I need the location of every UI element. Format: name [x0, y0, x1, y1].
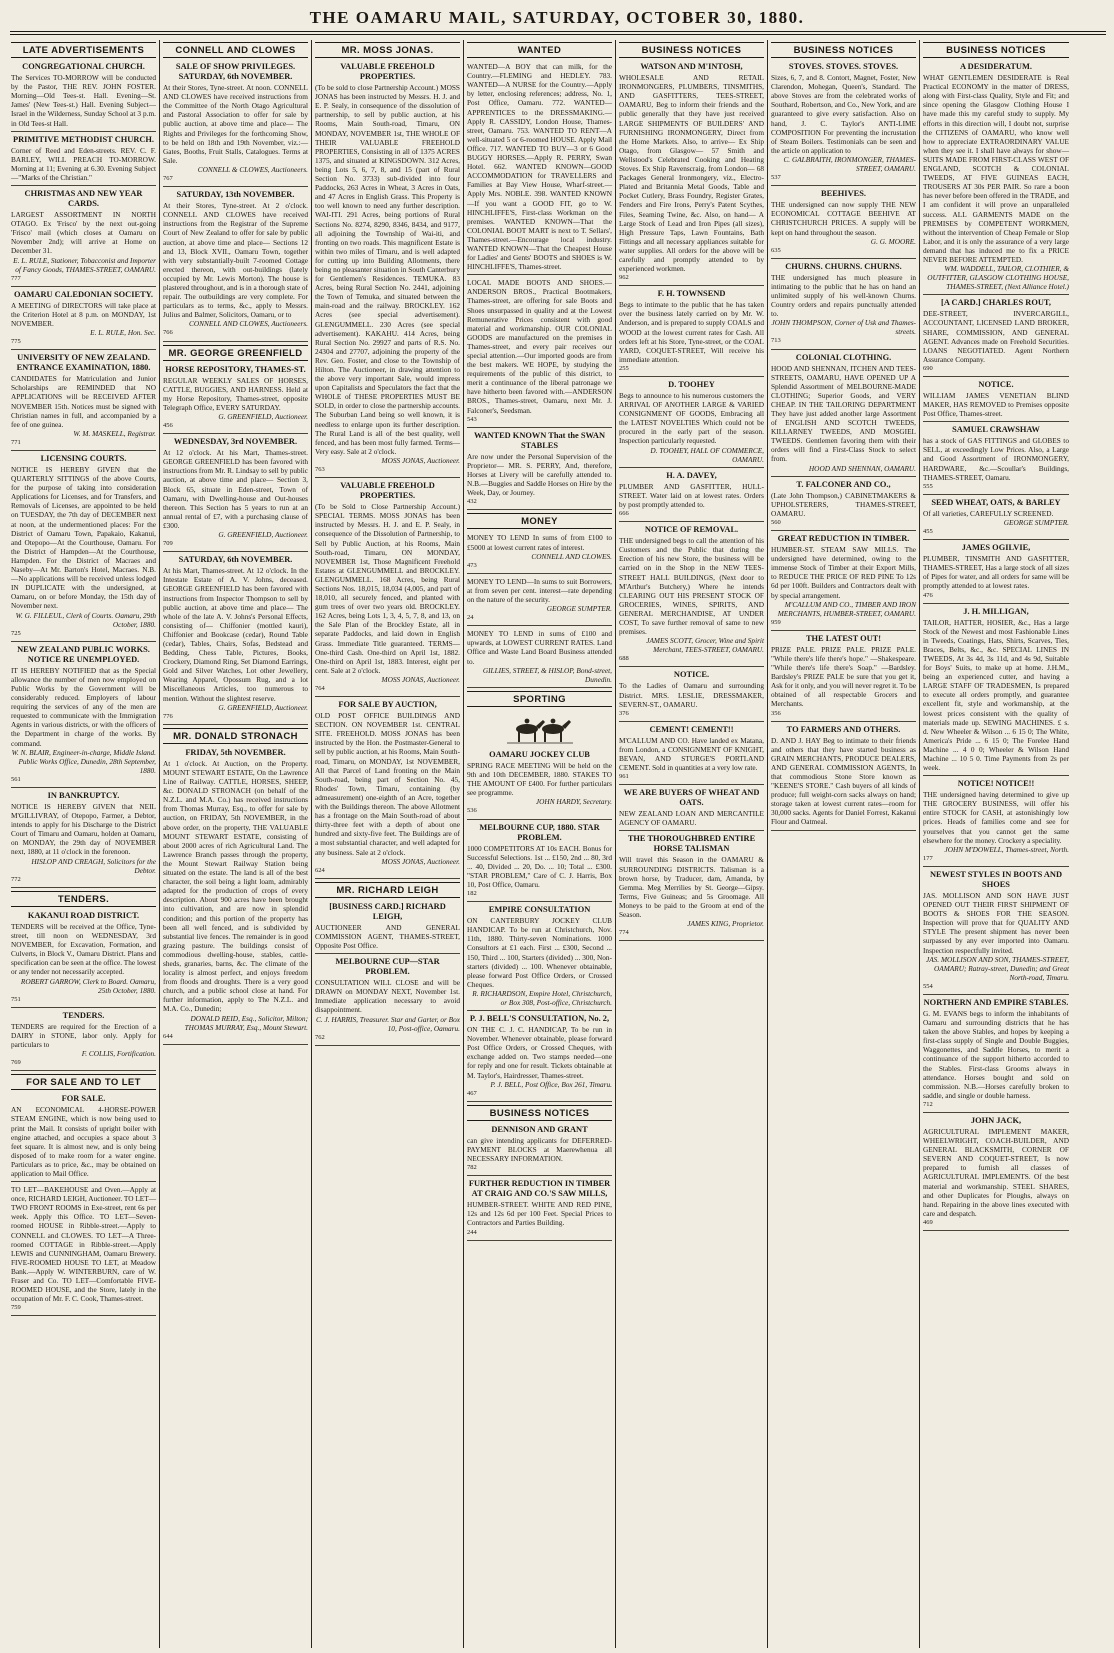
- ad-signature: M'CALLUM AND CO., TIMBER AND IRON MERCHANTS, HUMBER-STREET, OAMARU.: [777, 599, 916, 618]
- ad-title: P. J. BELL'S CONSULTATION, No. 2,: [469, 1014, 610, 1024]
- ad-title: NEW ZEALAND PUBLIC WORKS. NOTICE RE UNEMPLOYED.: [17, 644, 150, 664]
- ad-body: TO LET—BAKEHOUSE and Oven.—Apply at once, RICHARD LEIGH, Auctioneer. TO LET—TWO FRONT ROOMS in Exe-street, rent 6s per week. Apply this Office. TO LET—Seven-roomed HOUSE in Ribble-street.—Apply to CONNELL and CLOWES. TO LET—A Three-roomed COTTAGE in Ribble-street.—Apply LEWIS and CUNNINGHAM, Oamaru Brewery. FIVE-ROOMED HOUSE TO LET, at Meadow Bank.—Apply W. WINTERBURN, care of W. Fraser and Co. TO LET—Comfortable FIVE-ROOMED HOUSE, and the Store, lately in the occupation of Mr. F. C. Cook, Thames-street.: [11, 1185, 156, 1304]
- ad-title: SALE OF SHOW PRIVILEGES. SATURDAY, 6th NOVEMBER.: [175, 62, 296, 82]
- advertisement: [923, 62, 1069, 295]
- advertisement: [619, 834, 764, 941]
- advertisement: [11, 62, 156, 132]
- advertisement: [163, 190, 308, 341]
- ad-body: AN ECONOMICAL 4-HORSE-POWER STEAM ENGINE, which is now being used to print the Mail. It consists of upright boiler with engine attached, and occupies a space about 3 feet square. It is almost new, and is only being disposed of to make room for a water engine. Particulars as to price, &c., may be obtained on application to Mail Office.: [11, 1105, 156, 1178]
- masthead: THE OAMARU MAIL, SATURDAY, OCTOBER 30, 1880.: [309, 8, 805, 27]
- ad-body: A MEETING of DIRECTORS will take place at the Criterion Hotel at 8 p.m. on MONDAY, 1st NOVEMBER.: [11, 300, 156, 328]
- ad-body: At 12 o'clock. At his Mart, Thames-street. GEORGE GREENFIELD has been favored with instructions from Mr. R. Lindsay to sell by public auction, at above time and place— Section 3, Block 65, situate in Eden-street, Town of Oamaru, with Dwelling-house and Out-houses thereon. This Section has 5 years to run at an annual rental of £7, with a purchasing clause of £300.: [163, 448, 308, 530]
- ad-signature: P. J. BELL, Post Office, Box 261, Timaru.: [490, 1079, 612, 1089]
- ad-title: DENNISON AND GRANT: [491, 1124, 588, 1134]
- ad-title: NEWEST STYLES IN BOOTS AND SHOES: [929, 869, 1063, 889]
- ad-body: The Services TO-MORROW will be conducted by the Pastor, THE REV. JOHN FOSTER. Morning—Old Tees-st. Hall. Evening—St. James' (New Tees-st.) Hall. Evening Subject—Israel in the Wilderness, Sunday School at 3 p.m. in Old Tees-st Hall.: [11, 73, 156, 128]
- ad-body: Will travel this Season in the OAMARU & SURROUNDING DISTRICTS. Talisman is a brown horse, by Traducer, dam, Amanda, by Gemma. Meg Merrilies by St. George—Gipsy. Terms, Five Guineas; and 5s Groomage. All Moneys to be paid to the Groom at end of the Season.: [619, 855, 764, 920]
- advertisement: [163, 62, 308, 187]
- advertisement: [619, 525, 764, 667]
- ad-title: [A CARD.] CHARLES ROUT,: [941, 298, 1051, 308]
- ad-body: G. M. EVANS begs to inform the inhabitants of Oamaru and surrounding districts that he has taken the above Stables, and hopes by keeping a first-class supply of Single and Double Buggies, Waggonettes, and Saddle Horses, to merit a continuance of the support hitherto accorded to the Stables. First-class Grooms always in attendance. Horses bought and sold on commission. N.B.—Horses carefully broken to saddle, and single or double harness.: [923, 1008, 1069, 1100]
- advertisement: [771, 62, 916, 186]
- ad-title: THE LATEST OUT!: [805, 633, 882, 643]
- ad-number: 455: [923, 528, 933, 536]
- ad-signature: HOOD AND SHENNAN, OAMARU.: [808, 463, 916, 473]
- ad-body: WHOLESALE AND RETAIL IRONMONGERS, PLUMBERS, TINSMITHS, AND GASFITTERS, TEES-STREET, OAMARU, Beg to inform their friends and the public generally that they have just received LARGE SHIPMENTS OF BUILDERS' AND FURNISHING IRONMONGERY, Direct from the Home Markets. Also, to arrive— Ex Ship Otago, from Glasgow— 57 Smith and Wellstood's Celebrated Cooking and Heating Stoves. Ex Ship Ravenscraig, from London— 68 Packages General Ironmongery, viz., Electro-Plated and Britannia Metal Goods, Table and Pocket Cutlery, Brass Foundry, Register Grates, Fenders and Fire Irons, Perry's Patent Scythes, Files, Seaming Twine, &c. Also, on hand— A Large Stock of Lead and Iron Pipes (all sizes), High Pressure Taps, Lawn Fountains, Bath Fittings and all necessary appliances suitable for water supplies. All orders for the above will be carefully and promptly attended to by experienced workmen.: [619, 73, 764, 274]
- ad-body: TAILOR, HATTER, HOSIER, &c., Has a large Stock of the Newest and most Fashionable Lines in Tweeds, Coatings, Hats, Shirts, Scarves, Ties, Braces, Belts, &c., &c. SPECIAL LINES IN TWEEDS, At 3s 4d, 3s 11d, and 4s 9d, Suitable for Boys' Suits, to make up at home. J.H.M., being an experienced cutter, and having a LARGE STAFF OF TRADESMEN, Is prepared to execute all orders promptly, and guarantee excellent fit, style and workmanship, at the lowest prices consistent with the quality of materials made up. SEWING MACHINES. £ s. d. New Wheeler & Wilson ... 6 15 0; The White, America's Pride ... 6 15 0; The Forelee Hand Machine ... 4 0 0; Wheeler & Wilson Hand Machine ... 10 5 0. Time Payments from 2s per week.: [923, 617, 1069, 773]
- advertisement: [923, 380, 1069, 422]
- advertisement: [315, 700, 460, 879]
- ad-title: OAMARU JOCKEY CLUB: [489, 750, 590, 759]
- advertisement: [467, 750, 612, 820]
- ad-number: 255: [619, 364, 629, 372]
- ad-number: 712: [923, 1100, 933, 1108]
- ad-title: CEMENT! CEMENT!!: [649, 724, 734, 734]
- ad-body: MONEY TO LEND in sums of £100 and upwards, at LOWEST CURRENT RATES. Land Office and Waste Land Board Business attended to.: [467, 629, 612, 666]
- section-heading: WANTED: [467, 42, 612, 58]
- ad-title: SATURDAY, 13th NOVEMBER.: [176, 190, 295, 200]
- column-5: [616, 40, 768, 1648]
- racehorse-illustration: [467, 711, 612, 747]
- ad-body: WHAT GENTLEMEN DESIDERATE is Real Practical ECONOMY in the matter of DRESS, along with First-class Quality, Style and Fit; and since opening the Glasgow Clothing House I have made this my careful study to supply. My efforts in this direction will, I doubt not, surprise the CITIZENS of OAMARU, who know well how to appreciate EXTRAORDINARY VALUE when they see it. I shall have always for show— SUITS MADE FROM FIRST-CLASS WEST OF ENGLAND, SCOTCH & COLONIAL TWEEDS, AT FIVE GUINEAS EACH, TROUSERS AT 30s PER PAIR. So rare a boon has never before been offered in the TRADE, and I am confident it will prove an unparalleled success. ALL GARMENTS MADE on the PREMISES by COMPETENT WORKMEN, without the intervention of Cheap Female or Slop Labor, and it is only the assurance of a very large demand that has induced me to fix a PRICE NEVER BEFORE ATTEMPTED.: [923, 73, 1069, 264]
- ad-number: 782: [467, 1164, 477, 1172]
- advertisement: [163, 365, 308, 435]
- advertisement: [315, 481, 460, 697]
- ad-signature: JAMES KING, Proprietor.: [687, 919, 764, 929]
- ad-number: 962: [619, 274, 629, 282]
- ad-signature: JOHN THOMPSON, Corner of Usk and Thames-streets.: [771, 318, 916, 337]
- advertisement: [923, 870, 1069, 995]
- ad-number: 456: [163, 422, 173, 430]
- ad-body: At their Stores, Tyne-street. At 2 o'clock. CONNELL AND CLOWES have received instructions from the Registrar of the Supreme Court of New Zealand to offer for sale by public auction, at above time and place— Sections 12 and 13, Block XVII., Oamaru Town, together with very substantially-built 7-roomed Cottage erected thereon, with out-buildings (lately occupied by Mr. Lewis Morton). The house is plastered throughout, and is in a thorough state of repair. The outbuildings are very complete. For particulars as to terms, &c., apply to Messrs. Julius and Balmer, Solicitors, Oamaru, or to: [163, 201, 308, 320]
- section-heading: BUSINESS NOTICES: [467, 1105, 612, 1121]
- ad-number: 561: [11, 775, 21, 783]
- ad-body: DEE-STREET, INVERCARGILL, ACCOUNTANT, LICENSED LAND BROKER, SHARE, COMMISSION, AND GENERAL AGENT. Advances made on Freehold Securities. LOANS NEGOTIATED. Agent Northern Assurance Company.: [923, 309, 1069, 364]
- advertisement: [619, 471, 764, 522]
- ad-number: 766: [163, 329, 173, 337]
- advertisement: [11, 645, 156, 788]
- ad-body: NOTICE IS HEREBY GIVEN that the QUARTERLY SITTINGS of the above Courts, for the purpose of taking into consideration Applications for Licenses, and for Transfers, and Removals of Licenses, are appointed to be held on TUESDAY, the 7th day of DECEMBER next at noon, at the undermentioned places: For the District of Oamaru Town, Papakaio, Kakanui, and Otepopo—At the Courthouse, Oamaru. For the District of Hampden—At the Courthouse, Hampden. For the District of Macraes and Naseby—At Mr. Barton's Hotel, Macraes. N.B.—No applications will be received unless lodged IN DUPLICATE with the undersigned, at Oamaru, on or before Monday, the 15th day of November next.: [11, 465, 156, 611]
- ad-body: (To be sold to close Partnership Account.) MOSS JONAS has been instructed by Messrs. H. J. and E. P. Sealy, in consequence of the dissolution of partnership, to sell by public auction, at his Rooms, Main South-road, Timaru, ON MONDAY, NOVEMBER 1st, THE WHOLE OF THEIR VALUABLE FREEHOLD PROPERTIES, Consisting in all of 1375 ACRES 1375, and situated at KINGSDOWN. 312 Acres, being Lots 5, 6, 7, 8, and 15 (part of Rural Section No. 3733) sub-divided into four Paddocks, 263 Acres in Wheat, 3 Acres in Oats, and 47 Acres in English Grass. This Property is too well known to need any further description. WAI-ITI. 291 Acres, being portions of Rural Sections No. 8274, 8290, 8346, 8434, and 9177, all adjoining the Township of Wai-iti, and fronting on two roads. This magnificent Estate is within two miles of Timaru, and is well adapted for cutting up into Building Allotments, there being no pleasanter situation in South Canterbury for Gentlemen's Residences. TEMUKA. 83 Acres, being Rural Section No. 2441, adjoining the Town of Temuka, and situated between the main-road and the railway. BROCKLEY. 162 Acres (see special advertisement). GLENGUMMELL. 230 Acres (see special advertisement). KAKAHU. 414 Acres, being Rural Section No. 29927 and parts of R.S. No. 24304 and 27707, adjoining the property of the Rev. Geo. Foster, and close to the Township of Hilton. The Auctioneer, in drawing attention to the above very important Sale, would impress upon Capitalists and Speculators the fact that the WHOLE of THESE PROPERTIES MUST BE SOLD, in order to close the partnership accounts. The Suburban Land being so well known, it is needless to enlarge upon its further description. The Rural Land is all of the best quality, well fenced, and has been most fully farmed. Terms—Very easy. Sale at 2 o'clock.: [315, 83, 460, 456]
- advertisement: [771, 189, 916, 259]
- ad-number: 182: [467, 890, 477, 898]
- section-heading: BUSINESS NOTICES: [619, 42, 764, 58]
- ad-title: CHURNS. CHURNS. CHURNS.: [785, 261, 902, 271]
- ad-body: MONEY TO LEND—In sums to suit Borrowers, at from seven per cent. interest—rate depending on the nature of the security.: [467, 576, 612, 604]
- ad-title: FURTHER REDUCTION IN TIMBER AT CRAIG AND CO.'S SAW MILLS,: [468, 1179, 611, 1199]
- ad-title: PRIMITIVE METHODIST CHURCH.: [12, 134, 155, 144]
- ad-title: THE THOROUGHBRED ENTIRE HORSE TALISMAN: [627, 834, 756, 854]
- advertisement: [467, 1179, 612, 1240]
- ad-title: NOTICE.: [673, 670, 710, 680]
- ad-number: 771: [11, 438, 21, 446]
- advertisement: [619, 670, 764, 721]
- ad-number: 376: [619, 709, 629, 717]
- ad-title: STOVES. STOVES. STOVES.: [788, 62, 899, 72]
- ad-body: M'CALLUM AND CO. Have landed ex Matana, from London, a CONSIGNMENT OF KNIGHT, BEVAN, AND STURGE'S PORTLAND CEMENT. Sold in quantities at a very low rate.: [619, 735, 764, 773]
- advertisement: [467, 62, 612, 275]
- ad-number: 635: [771, 246, 781, 254]
- ad-number: 537: [771, 174, 781, 182]
- ad-title: BEEHIVES.: [821, 189, 866, 199]
- ad-title: FRIDAY, 5th NOVEMBER.: [185, 747, 286, 757]
- ad-title: H. A. DAVEY,: [666, 470, 717, 480]
- ad-number: 713: [771, 337, 781, 345]
- ad-number: 725: [11, 629, 21, 637]
- section-heading: FOR SALE AND TO LET: [11, 1074, 156, 1090]
- advertisement: [11, 353, 156, 451]
- advertisement: [923, 998, 1069, 1113]
- advertisement: [11, 1011, 156, 1071]
- masthead-rule-lower: [10, 34, 1106, 35]
- ad-number: 763: [315, 466, 325, 474]
- ad-body: To the Ladies of Oamaru and surrounding District. MRS. LESLIE, DRESSMAKER, SEVERN-ST., OAMARU.: [619, 681, 764, 709]
- ad-signature: D. TOOHEY, HALL OF COMMERCE, OAMARU.: [650, 445, 764, 464]
- advertisement: [467, 629, 612, 688]
- ad-signature: E. L. RULE, Hon. Sec.: [90, 328, 156, 338]
- ad-title: WATSON AND M'INTOSH,: [640, 62, 743, 72]
- ad-body: Corner of Reed and Eden-streets. REV. C. F. BARLEY, WILL PREACH TO-MORROW. Morning at 11; Evening at 6.30. Evening Subject—"Marks of the Christian.": [11, 145, 156, 182]
- ad-title: CHRISTMAS AND NEW YEAR CARDS.: [24, 189, 143, 209]
- ad-body: PLUMBER AND GASFITTER, HULL-STREET. Water laid on at lowest rates. Orders by post promptly attended to.: [619, 481, 764, 509]
- ad-number: 543: [467, 415, 477, 423]
- column-3: [312, 40, 464, 1648]
- column-6: [768, 40, 920, 1648]
- ad-title: NOTICE OF REMOVAL.: [644, 525, 739, 535]
- ad-body: OLD POST OFFICE BUILDINGS AND SECTION. ON NOVEMBER 1st. CENTRAL SITE. FREEHOLD. MOSS JONAS has been instructed by the Hon. the Postmaster-General to sell by public auction, at his Rooms, Main South-road, Timaru, on MONDAY, 1st NOVEMBER, All that Parcel of Land fronting on the Main South-road, being part of Section No. 45, Rhodes' Town, Timaru, containing (by admeasurement) one-eighth of an Acre, together with the Buildings thereon. The above Allotment has a frontage on the Main South-road of about thirty-three feet with a depth of about one hundred and sixty-five feet. The Buildings are of a most substantial character, and well adapted for any business. Sale at 2 o'clock.: [315, 711, 460, 857]
- section-heading: CONNELL AND CLOWES: [163, 42, 308, 58]
- ad-body: can give intending applicants for DEFERRED-PAYMENT BLOCKS at Maerewhenua all NECESSARY INFORMATION.: [467, 1135, 612, 1164]
- advertisement: [315, 62, 460, 478]
- advertisement: [771, 725, 916, 831]
- ad-title: J. H. MILLIGAN,: [963, 606, 1029, 616]
- ad-number: 775: [11, 338, 21, 346]
- advertisement: [923, 1116, 1069, 1231]
- ad-body: Sizes, 6, 7, and 8. Contort, Magnet, Foster, New Clarendon, Mohegan, Queen's, Standard. The above Stoves are from the celebrated works of Southard, Robertson, and Co., New York, and are guaranteed to give every satisfaction. Also on hand, J. C. Taylor's ANTI-LIME COMPOSITION For preventing the incrustation of Steam Boilers. Testimonials can be seen and the article on application to: [771, 73, 916, 155]
- ad-body: AGRICULTURAL IMPLEMENT MAKER, WHEELWRIGHT, COACH-BUILDER, AND GENERAL BLACKSMITH, CORNER OF SEVERN AND COQUET-STREET, Is now prepared to furnish all classes of AGRICULTURAL IMPLEMENTS. Of the best material and workmanship. STEEL SHARES, and other Duplicates for Ploughs, always on hand. Repairing in the above lines executed with care and despatch.: [923, 1127, 1069, 1218]
- ad-number: 476: [923, 591, 933, 599]
- ad-title: F. H. TOWNSEND: [657, 289, 726, 299]
- ad-body: TENDERS are required for the Erection of a DAIRY in STONE, labor only. Apply for particulars to: [11, 1021, 156, 1049]
- ad-signature: CONNELL & CLOWES, Auctioneers.: [197, 164, 308, 174]
- ad-signature: JAS. MOLLISON AND SON, THAMES-STREET, OAMARU; Ratray-street, Dunedin; and Great North-road, Timaru.: [925, 954, 1069, 982]
- ad-title: SEED WHEAT, OATS, & BARLEY: [931, 497, 1061, 507]
- ad-body: WANTED—A BOY that can milk, for the Country.—FLEMING and HEDLEY. 783. WANTED—A NURSE for the Country.—Apply by letter, enclosing references; address, No. 1, Post Office, Oamaru. 772. WANTED—APPRENTICES to the DRESSMAKING.—Apply R. CASSIDY, London House, Thames-street, Oamaru. 753. WANTED TO RENT—A well-situated 5 or 6-roomed HOUSE. Apply Mail Office. 717. WANTED TO BUY—3 or 6 Good BUGGY HORSES.—Apply R. PERRY, Swan Hotel. 662. WANTED KNOWN—GOOD ACCOMMODATION for TRAVELLERS and Families at Bay View House, Wharf-street.—Apply Mrs. NOBLE. 398. WANTED KNOWN—If you want a GOOD FIT, go to W. HINCHLIFFE'S, First-class Workman on the premises. WANTED KNOWN—That the COLONIAL BOOT MART is next to T. Sellars', Thames-street.—Encourage local industry. WANTED KNOWN—That the Cheapest House for Ladies' and Gents' BOOTS and SHOES is W. HINCHLIFFE'S, Thames-street.: [467, 62, 612, 272]
- ad-title: WANTED KNOWN That the SWAN STABLES: [473, 430, 606, 450]
- ad-number: 759: [11, 1304, 21, 1312]
- ad-signature: WM. WADDELL, TAILOR, CLOTHIER, & OUTFITTER, GLASGOW CLOTHING HOUSE, THAMES-STREET, (Next Alliance Hotel.): [927, 264, 1069, 292]
- column-1: [8, 40, 160, 1648]
- ad-title: FOR SALE BY AUCTION,: [338, 700, 437, 710]
- advertisement: [923, 607, 1069, 777]
- ad-signature: MOSS JONAS, Auctioneer.: [381, 455, 460, 465]
- ad-title: UNIVERSITY OF NEW ZEALAND. ENTRANCE EXAMINATION, 1880.: [16, 353, 151, 373]
- advertisement: [771, 480, 916, 531]
- ad-number: 356: [771, 709, 781, 717]
- advertisement: [923, 543, 1069, 603]
- ad-signature: MOSS JONAS, Auctioneer.: [381, 856, 460, 866]
- ad-title: VALUABLE FREEHOLD PROPERTIES.: [340, 481, 435, 501]
- ad-title: OAMARU CALEDONIAN SOCIETY.: [13, 289, 154, 299]
- advertisement: [923, 779, 1069, 867]
- ad-number: 560: [771, 518, 781, 526]
- advertisement: [11, 1094, 156, 1182]
- ad-title: GREAT REDUCTION IN TIMBER.: [777, 534, 910, 544]
- ad-number: 776: [163, 712, 173, 720]
- ad-title: NOTICE.: [978, 380, 1014, 389]
- ad-body: ON THE C. J. C. HANDICAP, To be run in November. Whenever obtainable, please forward Post Office Orders, or Crossed Cheques, with exchange added on. Two stamps needed—one for reply and one for result. Tickets obtainable at M. Taylor's, Hairdresser, Thames-street.: [467, 1025, 612, 1080]
- advertisement: [467, 278, 612, 428]
- ad-number: 688: [619, 655, 629, 663]
- ad-title: KAKANUI ROAD DISTRICT.: [27, 910, 140, 920]
- ad-body: CONSULTATION WILL CLOSE and will be DRAWN on MONDAY NEXT, November 1st. Immediate application necessary to avoid disappointment.: [315, 978, 460, 1015]
- ad-body: PLUMBER, TINSMITH AND GASFITTER, THAMES-STREET, Has a large stock of all sizes of Pipes for water, and all orders for same will be promptly attended to at lowest rates.: [923, 554, 1069, 591]
- ad-body: Of all varieties, CAREFULLY SCREENED.: [923, 508, 1054, 518]
- ad-body: Begs to intimate to the public that he has taken over the business lately carried on by Mr. W. Anderson, and is prepared to supply COALS and WOOD at the lowest current rates for Cash. All orders left at his Store, Tyne-street, or the COAL YARD, COQUET-STREET, Will receive his immediate attention.: [619, 300, 764, 364]
- advertisement: [467, 1014, 612, 1102]
- advertisement: [619, 62, 764, 286]
- advertisement: [467, 533, 612, 573]
- ad-title: VALUABLE FREEHOLD PROPERTIES.: [340, 62, 435, 82]
- ad-signature: HISLOP AND CREAGH, Solicitors for the Debtor.: [31, 856, 156, 875]
- ad-number: 690: [923, 364, 933, 372]
- ad-title: HORSE REPOSITORY, THAMES-ST.: [165, 364, 306, 374]
- ad-signature: JAMES SCOTT, Grocer, Wine and Spirit Merchant, TEES-STREET, OAMARU.: [646, 636, 764, 655]
- ad-title: A DESIDERATUM.: [960, 62, 1032, 72]
- ad-body: (Late John Thompson,) CABINETMAKERS & UPHOLSTERERS, THAMES-STREET, OAMARU.: [771, 490, 916, 518]
- advertisement: [619, 725, 764, 785]
- ad-title: TENDERS.: [62, 1010, 105, 1020]
- ad-body: IT IS HEREBY NOTIFIED that as the Special allowance the number of men now employed on Public Works by the Government will be considerably reduced. Employers of labour requiring the services of any of the men are requested to communicate with the Immigration Agents in various districts, or with the officers of the Department in charge of the works. By command.: [11, 665, 156, 748]
- advertisement: [11, 290, 156, 350]
- ad-body: JAS. MOLLISON AND SON HAVE JUST OPENED OUT THEIR FIRST SHIPMENT OF BOOTS & SHOES FOR THE SEASON. Inspection will prove that for QUALITY AND STYLE The present shipment has never been surpassed by any ever imported into Oamaru. Inspection respectfully invited.: [923, 890, 1069, 955]
- section-heading: MONEY: [467, 513, 612, 529]
- ad-signature: ROBERT GARROW, Clerk to Board. Oamaru, 25th October, 1880.: [20, 976, 156, 995]
- section-heading: BUSINESS NOTICES: [771, 42, 916, 58]
- ad-title: FOR SALE.: [61, 1094, 106, 1104]
- ad-body: At their Stores, Tyne-street. At noon. CONNELL AND CLOWES have received instructions from the Committee of the North Otago Agricultural and Pastoral Association to offer for sale by public auction, at above time and place— The Rights and Privileges for the forthcoming Show, to be held on 18th and 19th November, viz.:— Gates, Booths, Fruit Stalls, Catalogues. Terms at Sale.: [163, 83, 308, 165]
- advertisement: [315, 902, 460, 954]
- ad-signature: CONNELL AND CLOWES.: [531, 551, 612, 561]
- advertisement: [619, 788, 764, 831]
- section-heading: SPORTING: [467, 691, 612, 707]
- advertisement: [771, 534, 916, 631]
- ad-number: 959: [771, 618, 781, 626]
- ad-number: 473: [467, 561, 477, 569]
- advertisement: [11, 1185, 156, 1316]
- ad-number: 961: [619, 773, 629, 781]
- ad-body: (To be Sold to Close Partnership Account.) SPECIAL TERMS. MOSS JONAS has been instructed by Messrs. H. J. and E. P. Sealy, in consequence of the Dissolution of Partnership, to Sell by Public Auction, at his Rooms, Main South-road, Timaru, ON MONDAY, NOVEMBER 1st, Those Magnificent Freehold Estates at GLENGUMMELL and BROCKLEY. GLENGUMMELL. 168 Acres, being Rural Sections Nos. 18,015, 18,034 (4,005, and part of 18,010, all securely fenced, and planted with gum trees of over two years old. BROCKLEY. 162 Acres, being Lots 1, 3, 4, 5, 7, 8, and 13, on the Sale Plan of the Brockley Estate, all in separate Paddocks, and laid down in English Grass. Immediate Title guaranteed. TERMS—One-third Cash. One-third on April 1st, 1882. One-third on April 1st, 1883. Interest, eight per cent. Sale at 2 o'clock.: [315, 502, 460, 675]
- ad-title: IN BANKRUPTCY.: [47, 791, 120, 800]
- ad-signature: JOHN HARDY, Secretary.: [535, 797, 612, 807]
- advertisement: [11, 911, 156, 1008]
- advertisement: [467, 1125, 612, 1176]
- ad-number: 24: [467, 614, 474, 622]
- ad-signature: C. J. HARRIS, Treasurer. Star and Garter, or Box 10, Post-office, Oamaru.: [316, 1014, 460, 1033]
- ad-signature: E. L. RULE, Stationer, Tobacconist and Importer of Fancy Goods, THAMES-STREET, OAMARU.: [13, 255, 156, 274]
- ad-body: SPRING RACE MEETING Will be held on the 9th and 10th DECEMBER, 1880. STAKES TO THE AMOUNT OF £400. For further particulars see programme.: [467, 761, 612, 798]
- ad-title: NORTHERN AND EMPIRE STABLES.: [923, 997, 1069, 1007]
- ad-title: JOHN JACK,: [970, 1116, 1022, 1125]
- advertisement: [923, 298, 1069, 377]
- advertisement: [467, 823, 612, 903]
- ad-body: 1000 COMPETITORS AT 10s EACH. Bonus for Successful Selections. 1st ... £150, 2nd ... 80, 3rd ... 40, Divided ... 20, Do. ... 10; Total ... £300. "STAR PROBLEM," Care of C. J. Harris, Box 10, Post Office, Oamaru.: [467, 843, 612, 889]
- ad-number: 709: [163, 540, 173, 548]
- ad-title: JAMES OGILVIE,: [961, 543, 1031, 553]
- ad-signature: JOHN M'DOWELL, Thames-street, North.: [944, 844, 1069, 854]
- column-4: [464, 40, 616, 1648]
- ad-body: NEW ZEALAND LOAN AND MERCANTILE AGENCY OF OAMARU.: [619, 809, 764, 828]
- advertisement: [315, 957, 460, 1046]
- ad-number: 762: [315, 1033, 325, 1041]
- ad-body: At his Mart, Thames-street. At 12 o'clock. In the Intestate Estate of A. V. Johns, deceased. GEORGE GREENFIELD has been favored with instructions from Inspector Thompson to sell by public auction, at above time and place— The whole of the late A. V. Johns's Personal Effects, consisting of— Chiffonier (mottled kauri), Chiffonier and Bookcase (cedar), Round Table (cedar), Tables, Chairs, Sofas, Bedstead and Bedding, Chess Table, Pictures, Books, Crockery, Diamond Ring, Set Diamond Earrings, Gold and Silver Watches, Lot other Jewellery, Wearing Apparel, Opossum Rug, and a lot Miscellaneous Articles, too numerous to mention. Without the slightest reserve.: [163, 566, 308, 703]
- ad-number: 624: [315, 866, 325, 874]
- ad-signature: MOSS JONAS, Auctioneer.: [381, 674, 460, 684]
- ad-number: 751: [11, 995, 21, 1003]
- ad-body: THE undersigned has much pleasure in intimating to the public that he has on hand an unlimited supply of his well-known Churns. Country orders and repairs punctually attended to.: [771, 272, 916, 319]
- ad-signature: R. RICHARDSON, Empire Hotel, Christchurch, or Box 308, Post-office, Christchurch.: [472, 988, 612, 1007]
- ad-signature: G. GREENFIELD, Auctioneer.: [218, 702, 308, 712]
- advertisement: [11, 189, 156, 287]
- section-heading: MR. RICHARD LEIGH: [315, 882, 460, 898]
- ad-body: LARGEST ASSORTMENT IN NORTH OTAGO. Ex 'Frisco' by the next out-going 'Frisco' mail (which closes at Oamaru on November 2nd); will arrive at Home on December 31.: [11, 210, 156, 256]
- advertisement: [923, 425, 1069, 495]
- ad-number: 177: [923, 854, 933, 862]
- ad-signature: W. N. BLAIR, Engineer-in-charge, Middle Island. Public Works Office, Dunedin, 28th September, 1880.: [11, 747, 156, 775]
- advertisement: [771, 634, 916, 722]
- columns: [8, 40, 1108, 1648]
- ad-title: LICENSING COURTS.: [40, 454, 127, 463]
- ad-body: HOOD AND SHENNAN, ITCHEN AND TEES-STREETS, OAMARU, HAVE OPENED UP A Splendid Assortment of MELBOURNE-MADE CLOTHING; Superior Goods, and VERY CHEAP. IN THE TAILORING DEPARTMENT They have just added another large Assortment of ENGLISH AND SCOTCH TWEEDS, KILLARNEY TWEEDS, AND MOSGIEL TWEEDS. Gentlemen favoring them with their orders will find a First-Class Stock to select from.: [771, 363, 916, 464]
- ad-signature: C. GALBRAITH, IRONMONGER, THAMES-STREET, OAMARU.: [783, 154, 916, 174]
- ad-body: THE undersigned begs to call the attention of his Customers and the Public that during the Erection of his new Store, the business will be carried on in the Shop in the NEW TEES-STREET HALL BUILDINGS, (Next door to M'Arthur's Butchery,) Where he intends CLEARING OUT HIS PRESENT STOCK OF GROCERIES, WINES, SPIRITS, AND GENERAL MERCHANDISE, AT UNDER COST, To save further removal of same to new premises.: [619, 536, 764, 637]
- advertisement: [923, 498, 1069, 540]
- ad-number: 536: [467, 807, 477, 815]
- ad-body: THE undersigned having determined to give up THE GROCERY BUSINESS, will offer his entire STOCK for CASH, at astonishingly low prices. Heads of families come and see for yourselves that you cannot get the same elsewhere for the money. Crockery a speciality.: [923, 790, 1069, 845]
- ad-number: 644: [163, 1032, 173, 1040]
- ad-body: HUMBER-STREET. WHITE AND RED PINE, 12s and 12s 6d per 100 Feet. Special Prices to Contractors and Parties Building.: [467, 1200, 612, 1228]
- column-2: [160, 40, 312, 1648]
- ad-signature: G. G. MOORE.: [870, 236, 916, 246]
- ad-signature: W. G. FILLEUL, Clerk of Courts. Oamaru, 29th October, 1880.: [15, 610, 156, 629]
- ad-number: 767: [163, 175, 173, 183]
- ad-number: 467: [467, 1089, 477, 1097]
- ad-title: WE ARE BUYERS OF WHEAT AND OATS.: [623, 788, 760, 808]
- section-heading: TENDERS.: [11, 891, 156, 907]
- ad-number: 666: [619, 510, 629, 518]
- ad-signature: DONALD REID, Esq., Solicitor, Milton; THOMAS MURRAY, Esq., Mount Stewart.: [184, 1013, 308, 1032]
- ad-title: SAMUEL CRAWSHAW: [952, 425, 1040, 435]
- ad-body: ON CANTERBURY JOCKEY CLUB HANDICAP. To be run at Christchurch, Nov. 11th, 1880. Thirty-seven Nominations. 1000 Consultors at £1 each. First ... £300, Second ... 150, Third ... 100, Starters (divided) ... 300, Non-starters (divided) ... 100. Whenever obtainable, please forward Post Office Orders, or Crossed Cheques.: [467, 916, 612, 989]
- ad-body: REGULAR WEEKLY SALES OF HORSES, CATTLE, BUGGIES, AND HARNESS. Held at my Horse Repository, Thames-street, opposite Telegraph Office, EVERY SATURDAY.: [163, 375, 308, 412]
- ad-number: 769: [11, 1059, 21, 1067]
- ad-body: LOCAL MADE BOOTS AND SHOES.—ANDERSON BROS., Practical Bootmakers, Thames-street, are offering for sale Boots and Shoes unsurpassed in quality and at the Lowest Remunerative Prices consistent with good material and workmanship. OUR COLONIAL GOODS are manufactured on the premises in Thames-street, and every pair receives our special attention.—Our imported goods are from the best makers. WE HOPE, by studying the requirements of the public of this district, to merit a continuance of the liberal patronage we have hitherto been favored with.—ANDERSON BROS., Thames-street, Oamaru, next Mr. J. Falconer's, Seedsman.: [467, 278, 612, 415]
- ad-title: T. FALCONER AND CO.,: [796, 479, 891, 489]
- ad-body: HUMBER-ST. STEAM SAW MILLS. The undersigned have determined, owing to the immense Stock of Timber at their Export Mills, to REDUCE THE PRICE OF RED PINE To 12s 6d per 100ft. Builders and Contractors dealt with by special arrangement.: [771, 545, 916, 600]
- section-heading: MR. MOSS JONAS.: [315, 42, 460, 58]
- ad-title: MELBOURNE CUP—STAR PROBLEM.: [335, 957, 440, 977]
- ad-body: Begs to announce to his numerous customers the ARRIVAL OF ANOTHER LARGE & VARIED CONSIGNMENT OF GOODS, Embracing all the LATEST NOVELTIES Which could not be procured in the early part of the season. Inspection particularly requested.: [619, 391, 764, 446]
- advertisement: [771, 262, 916, 350]
- advertisement: [11, 454, 156, 642]
- ad-number: 774: [619, 929, 629, 937]
- ad-title: CONGREGATIONAL CHURCH.: [22, 62, 145, 72]
- ad-title: EMPIRE CONSULTATION: [488, 905, 591, 915]
- ad-signature: GEORGE SUMPTER.: [546, 604, 612, 614]
- ad-body: CANDIDATES for Matriculation and Junior Scholarships are REMINDED that NO APPLICATIONS will be RECEIVED AFTER NOVEMBER 15th. Notices must be signed with Christian names in full, and accompanied by a fee of one guinea.: [11, 374, 156, 429]
- ad-number: 777: [11, 274, 21, 282]
- ad-body: TENDERS will be received at the Office, Tyne-street, till noon on WEDNESDAY, 3rd NOVEMBER, for Excavation, Formation, and Culverts, in Block V., Oamaru District. Plans and specification can be seen at the office. The lowest or any tender not necessarily accepted.: [11, 921, 157, 977]
- masthead-rule: [10, 31, 1106, 32]
- advertisement: [11, 791, 156, 888]
- ad-body: MONEY TO LEND In sums of from £100 to £5000 at lowest current rates of interest.: [467, 533, 612, 552]
- ad-body: NOTICE IS HEREBY GIVEN that NEIL M'GILLIVRAY, of Otepopo, Farmer, a Debtor, intends to apply for his Discharge to the District Court of Timaru and Oamaru, holden at Oamaru, on MONDAY, the 29th day of NOVEMBER next, 1880, at 11 o'clock in the forenoon.: [11, 802, 156, 857]
- advertisement: [467, 431, 612, 511]
- ad-signature: GILLIES, STREET, & HISLOP, Bond-street, Dunedin.: [482, 665, 612, 684]
- section-heading: LATE ADVERTISEMENTS: [11, 42, 156, 58]
- ad-title: COLONIAL CLOTHING.: [795, 352, 892, 362]
- column-7: [920, 40, 1072, 1648]
- advertisement: [467, 577, 612, 626]
- ad-body: AUCTIONEER AND GENERAL COMMISSION AGENT, THAMES-STREET, Opposite Post Office.: [315, 922, 460, 951]
- ad-title: MELBOURNE CUP, 1880. STAR PROBLEM.: [479, 822, 600, 842]
- ad-body: Are now under the Personal Supervision of the Proprietor— MR. S. PERRY, And, therefore, Horses at Livery will be carefully attended to. N.B.—Buggies and Saddle Horses on Hire by the Week, Day, or Journey.: [467, 451, 612, 498]
- ad-number: 432: [467, 498, 477, 506]
- ad-body: WILLIAM JAMES VENETIAN BLIND MAKER, HAS REMOVED to Premises opposite Post Office, Thames-street.: [923, 391, 1069, 419]
- ad-number: 469: [923, 1218, 933, 1226]
- ad-title: WEDNESDAY, 3rd NOVEMBER.: [173, 437, 298, 447]
- ad-signature: G. GREENFIELD, Auctioneer.: [218, 530, 308, 540]
- advertisement: [467, 905, 612, 1011]
- ad-title: SATURDAY, 6th NOVEMBER.: [178, 555, 293, 565]
- ad-body: At 1 o'clock. At Auction, on the Property. MOUNT STEWART ESTATE, On the Lawrence Line of Railway. CATTLE, HORSES, SHEEP, &c. DONALD STRONACH (on behalf of the N.Z.L. and M.A. Co.) has received instructions from Thomas Murray, Esq., to offer for sale by auction, on FRIDAY, 5th NOVEMBER, in the above order, on the property, THE VALUABLE MOUNT STEWART ESTATE, consisting of about 2000 acres of rich Agricultural Land. The Lawrence Branch passes through the property, the Mount Stewart Railway Station being situated on the estate. The land is all of the best character, the soil being a light loam, admirably adapted for the production of crops of every description. About 900 acres have been brought into cultivation, and are now in splendid condition; and this portion of the property has been all well fenced, and is subdivided by substantial live fences. The remainder is in good grazing pasture. The buildings consist of commodious dwelling-house, stables, cattle-sheds, granaries, barns, &c. The climate of the locality is almost perfect, and enjoys freedom from floods and droughts. There is a very good church, and a public school close at hand. For further information, apply to The N.Z.L. and M.A. Co., Dunedin;: [163, 758, 308, 1014]
- ad-signature: W. M. MASKELL, Registrar.: [73, 428, 156, 438]
- section-heading: MR. DONALD STRONACH: [163, 728, 308, 744]
- ad-signature: GEORGE SUMPTER.: [1003, 517, 1069, 527]
- advertisement: [163, 555, 308, 725]
- ad-number: 554: [923, 982, 933, 990]
- ad-title: TO FARMERS AND OTHERS.: [786, 724, 901, 734]
- ad-body: D. AND J. HAY Beg to intimate to their friends and others that they have started business as GRAIN MERCHANTS, PRODUCE DEALERS, AND GENERAL COMMISSION AGENTS, In that commodious Stone Store known as "KEENE'S STORE." Cash buyers of all kinds of produce; full weight-corn sacks always on hand; storage taken at lowest current rates—room for 30,000 sacks. Agents for Daniel Forrest, Kakanui Flour and Oatmeal.: [771, 735, 916, 827]
- ad-title: NOTICE! NOTICE!!: [957, 779, 1035, 789]
- ad-body: has a stock of GAS FITTINGS and GLOBES to SELL, at exceedingly Low Prices. Also, a Large and Good Assortment of IRONMONGERY, HARDWARE, &c.—Scoullar's Buildings, THAMES-STREET, Oamaru.: [923, 436, 1069, 482]
- ad-body: PRIZE PALE. PRIZE PALE. PRIZE PALE. "While there's life there's hope." —Shakespeare. "While there's life there's Soap." —Bardsley. Bardsley's PRIZE PALE be sure that you get it, Ask for it only, and you will never regret it. To be obtained of all respectable Grocers and Merchants.: [771, 644, 916, 709]
- ad-title: [BUSINESS CARD.] RICHARD LEIGH,: [329, 901, 446, 921]
- section-heading: BUSINESS NOTICES: [923, 42, 1069, 58]
- ad-signature: CONNELL AND CLOWES, Auctioneers.: [189, 319, 308, 329]
- ad-title: D. TOOHEY: [668, 380, 715, 389]
- advertisement: [11, 135, 156, 186]
- advertisement: [619, 380, 764, 468]
- ad-number: 555: [923, 482, 933, 490]
- advertisement: [163, 748, 308, 1045]
- advertisement: [163, 437, 308, 552]
- ad-body: THE undersigned can now supply THE NEW ECONOMICAL COTTAGE BEEHIVE AT CHRISTCHURCH PRICES. A supply will be kept on hand throughout the season.: [771, 200, 916, 237]
- section-heading: MR. GEORGE GREENFIELD: [163, 345, 308, 361]
- advertisement: [771, 353, 916, 477]
- ad-signature: F. COLLIS, Fortification.: [81, 1049, 156, 1059]
- ad-signature: G. GREENFIELD, Auctioneer.: [218, 412, 308, 421]
- ad-number: 764: [315, 685, 325, 692]
- advertisement: [619, 289, 764, 377]
- ad-number: 244: [467, 1228, 477, 1236]
- ad-number: 772: [11, 875, 21, 883]
